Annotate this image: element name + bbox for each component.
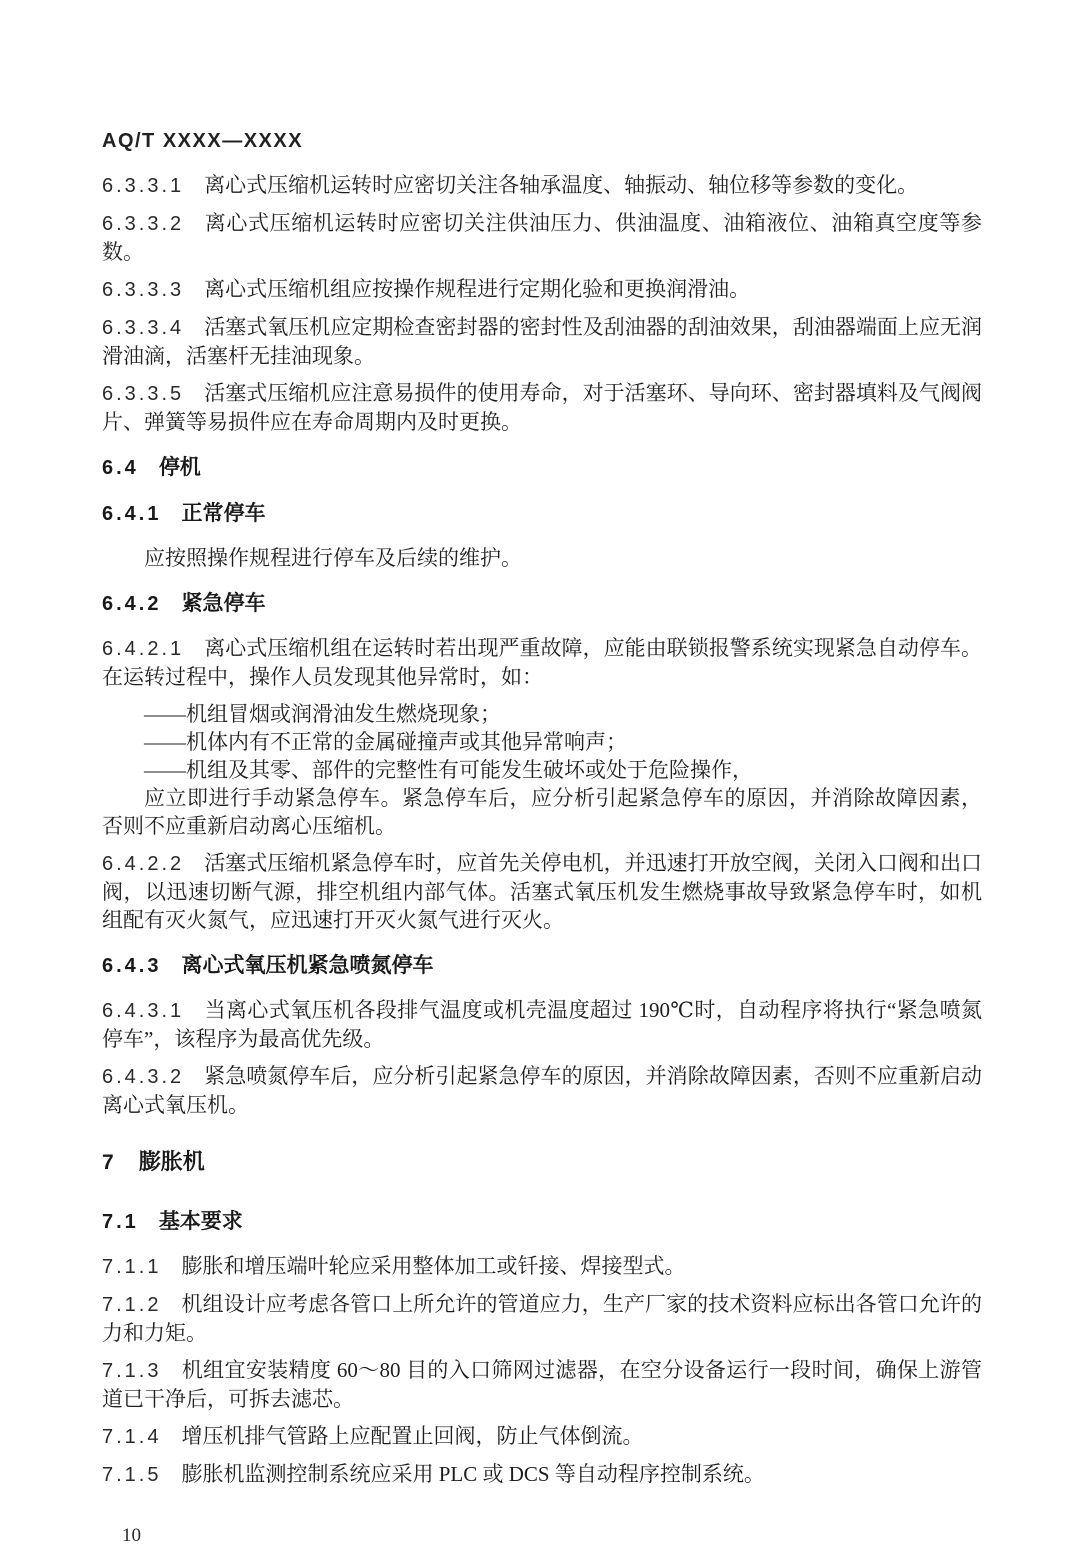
clause-paragraph: [102, 1252, 982, 1281]
clause-text: 离心式压缩机组在运转时若出现严重故障，应能由联锁报警系统实现紧急自动停车。在运转过程中，操作人员发现其他异常时，如：: [102, 636, 982, 689]
clause-number: 7.1.3: [102, 1360, 162, 1382]
clause-text: 膨胀机监测控制系统应采用 PLC 或 DCS 等自动程序控制系统。: [181, 1462, 765, 1486]
heading-number: 7.1: [102, 1211, 139, 1233]
heading-number: 6.4: [102, 457, 139, 479]
section-heading: [102, 952, 982, 980]
clause-text: 膨胀和增压端叶轮应采用整体加工或钎接、焊接型式。: [181, 1254, 686, 1278]
clause-number: 6.4.3.1: [102, 1000, 185, 1022]
section-heading: [102, 590, 982, 618]
clause-paragraph: [102, 849, 982, 934]
clause-paragraph: [102, 209, 982, 266]
clause-paragraph: [102, 379, 982, 436]
clause-paragraph: [102, 1062, 982, 1119]
clause-number: 6.4.2.1: [102, 638, 185, 660]
dash-list-item: ——机组冒烟或润滑油发生燃烧现象；: [144, 702, 501, 726]
clause-number: 6.3.3.1: [102, 175, 185, 197]
clause-paragraph: [102, 1422, 982, 1451]
continuation-paragraph: 应立即进行手动紧急停车。紧急停车后，应分析引起紧急停车的原因，并消除故障因素，否则不应重新启动离心压缩机。: [102, 786, 982, 838]
clause-number: 6.4.3.2: [102, 1066, 185, 1088]
clause-paragraph: [102, 171, 982, 200]
clause-number: 6.3.3.4: [102, 317, 185, 339]
heading-number: 7: [102, 1151, 117, 1174]
clause-paragraph: [102, 275, 982, 304]
clause-number: 6.3.3.3: [102, 279, 185, 301]
dash-list-item: ——机组及其零、部件的完整性有可能发生破坏或处于危险操作，: [144, 758, 753, 782]
clause-paragraph: [102, 1356, 982, 1413]
heading-number: 6.4.3: [102, 955, 162, 977]
clause-text: 离心式压缩机运转时应密切关注各轴承温度、轴振动、轴位移等参数的变化。: [204, 173, 919, 197]
clause-text: 机组设计应考虑各管口上所允许的管道应力，生产厂家的技术资料应标出各管口允许的力和力矩。: [102, 1292, 982, 1345]
clause-text: 增压机排气管路上应配置止回阀，防止气体倒流。: [181, 1424, 644, 1448]
clause-paragraph: [102, 1460, 982, 1489]
heading-text: 紧急停车: [181, 592, 266, 615]
document-body: [102, 171, 982, 1489]
clause-paragraph: [102, 313, 982, 370]
section-heading: [102, 500, 982, 528]
clause-number: 7.1.2: [102, 1294, 162, 1316]
document-header-standard-number: AQ/T XXXX—XXXX: [102, 130, 304, 152]
heading-text: 正常停车: [181, 502, 266, 525]
section-heading: [102, 1208, 982, 1236]
indented-paragraph: 应按照操作规程进行停车及后续的维护。: [144, 546, 522, 570]
heading-number: 6.4.2: [102, 593, 162, 615]
chapter-heading: [102, 1147, 982, 1178]
section-heading: [102, 454, 982, 482]
clause-text: 当离心式氧压机各段排气温度或机壳温度超过 190℃时，自动程序将执行“紧急喷氮停车”，该程序为最高优先级。: [102, 998, 982, 1051]
clause-text: 活塞式压缩机紧急停车时，应首先关停电机，并迅速打开放空阀，关闭入口阀和出口阀，以迅速切断气源，排空机组内部气体。活塞式氧压机发生燃烧事故导致紧急停车时，如机组配有灭火氮气，应迅速打开灭火氮气进行灭火。: [102, 851, 982, 932]
heading-text: 停机: [158, 456, 201, 479]
clause-number: 7.1.5: [102, 1464, 162, 1486]
clause-text: 活塞式氧压机应定期检查密封器的密封性及刮油器的刮油效果，刮油器端面上应无润滑油滴，活塞杆无挂油现象。: [102, 315, 982, 368]
clause-paragraph: [102, 996, 982, 1053]
clause-number: 6.3.3.2: [102, 213, 185, 235]
page-number: 10: [122, 1525, 141, 1546]
clause-paragraph: [102, 1290, 982, 1347]
clause-text: 活塞式压缩机应注意易损件的使用寿命，对于活塞环、导向环、密封器填料及气阀阀片、弹簧等易损件应在寿命周期内及时更换。: [102, 381, 982, 434]
dash-list-item: ——机体内有不正常的金属碰撞声或其他异常响声；: [144, 730, 627, 754]
clause-text: 离心式压缩机组应按操作规程进行定期化验和更换润滑油。: [204, 277, 751, 301]
heading-text: 膨胀机: [138, 1149, 205, 1174]
clause-number: 7.1.4: [102, 1426, 162, 1448]
heading-number: 6.4.1: [102, 503, 162, 525]
clause-number: 6.3.3.5: [102, 383, 185, 405]
clause-text: 机组宜安装精度 60～80 目的入口筛网过滤器，在空分设备运行一段时间，确保上游管道已干净后，可拆去滤芯。: [102, 1358, 982, 1411]
clause-number: 7.1.1: [102, 1256, 162, 1278]
heading-text: 离心式氧压机紧急喷氮停车: [181, 954, 434, 977]
clause-number: 6.4.2.2: [102, 853, 185, 875]
heading-text: 基本要求: [158, 1210, 243, 1233]
clause-paragraph: [102, 634, 982, 691]
clause-text: 离心式压缩机运转时应密切关注供油压力、供油温度、油箱液位、油箱真空度等参数。: [102, 211, 982, 264]
clause-text: 紧急喷氮停车后，应分析引起紧急停车的原因，并消除故障因素，否则不应重新启动离心式氧压机。: [102, 1064, 982, 1117]
